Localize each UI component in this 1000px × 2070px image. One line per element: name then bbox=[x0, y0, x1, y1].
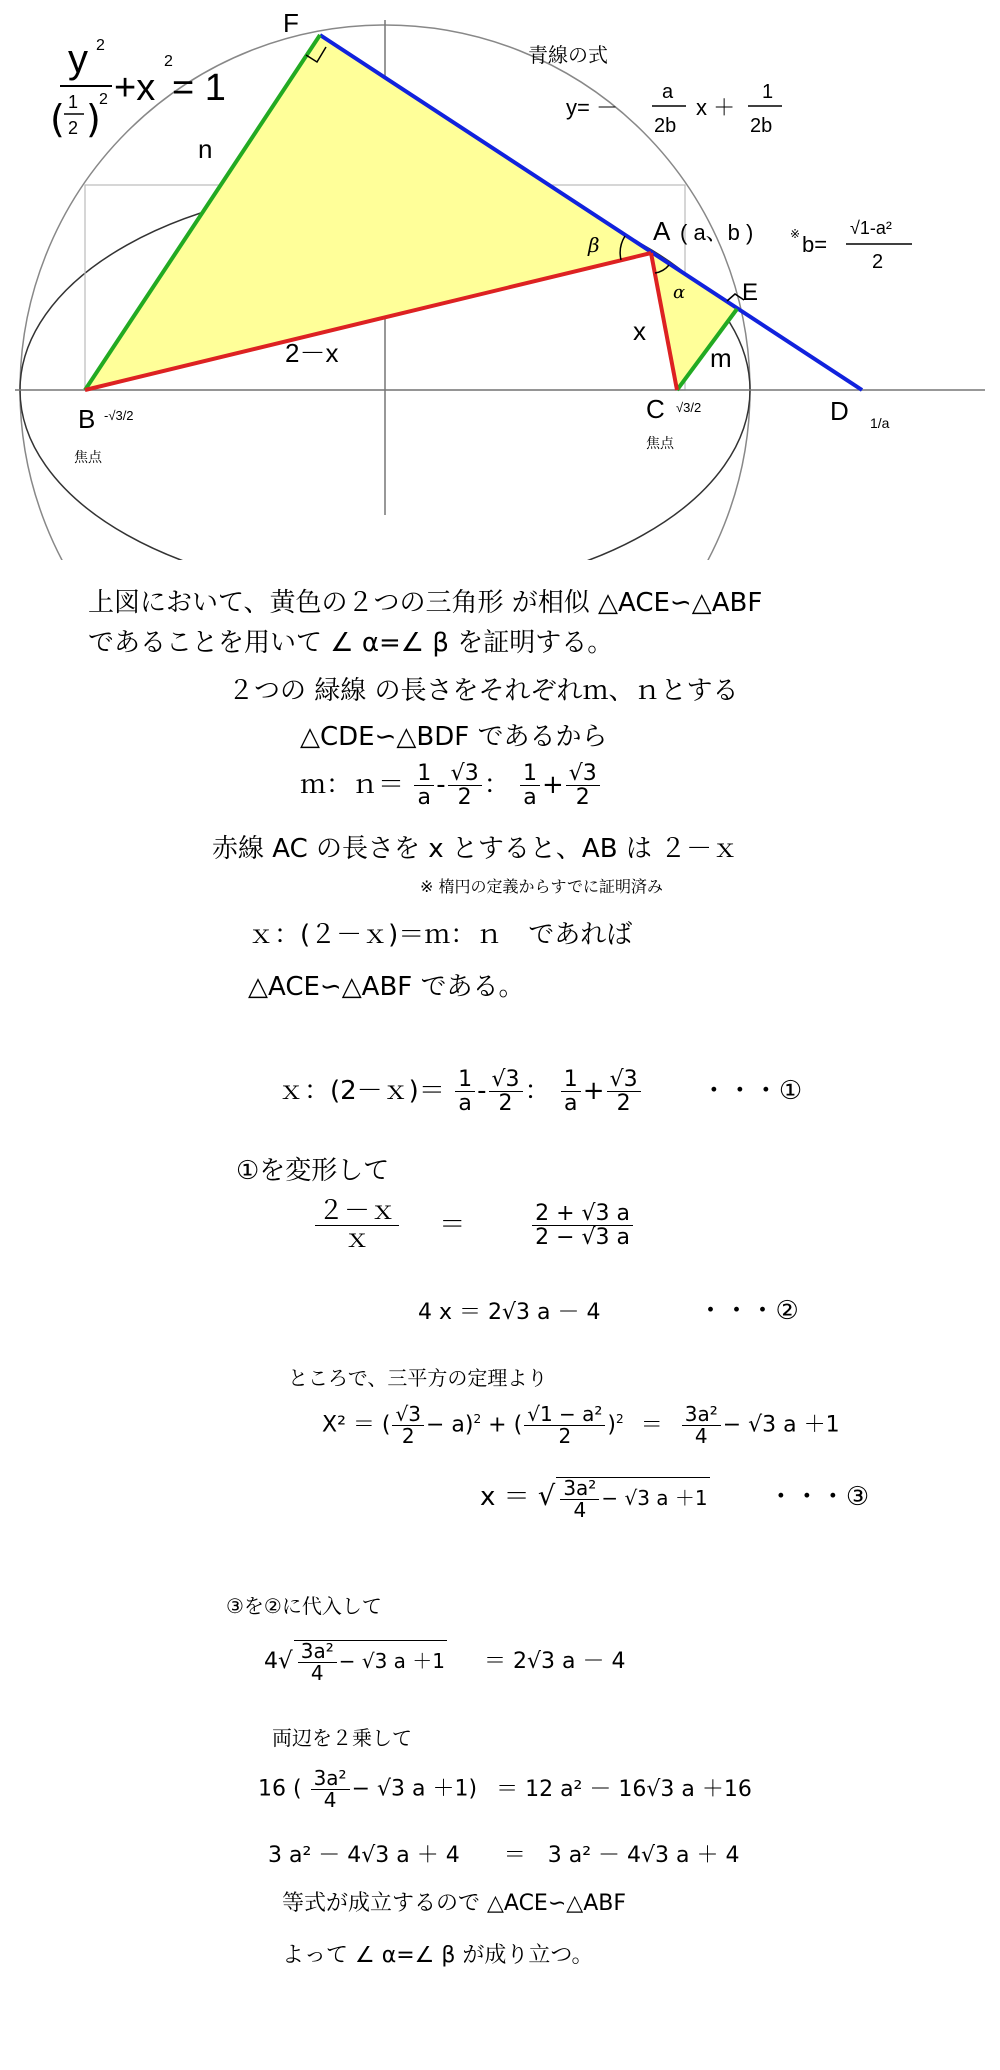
proof-line-15: X² ＝ ( $\frac{√3}{2}$ − a)$^2$ + ( $\frac{\text{√1 − a²}}{2}$ )$^2$ ＝ $\frac{\text{3a²}}{4}$ − √3 a ＋1 bbox=[322, 1402, 840, 1448]
label-x: x bbox=[633, 316, 646, 346]
blue-line-title: 青線の式 bbox=[528, 43, 608, 67]
label-d: D bbox=[830, 396, 849, 426]
blue-line-y-eq: y= － bbox=[566, 95, 618, 120]
blue-line-d2: 2b bbox=[750, 115, 773, 137]
ellipse-eq-half-num: 1 bbox=[68, 92, 79, 112]
proof-line-22: 等式が成立するので △ACE∽△ABF bbox=[282, 1891, 626, 1916]
ellipse-eq-den-sq: 2 bbox=[99, 91, 108, 108]
frac-1-over-a: $\frac{1}{a}$ bbox=[414, 762, 434, 809]
frac-3a2-over-4-3: $\frac{\text{3a²}}{4}$ bbox=[298, 1641, 337, 1684]
ellipse-eq-x-sq: 2 bbox=[164, 53, 173, 70]
proof-line-12: $\frac{\text{２－ｘ}}{\text{ｘ}}$ ＝ $\frac{2 + √3 a}{2 - √3 a}$ bbox=[305, 1198, 670, 1254]
proof-line-14: ところで、三平方の定理より bbox=[288, 1366, 548, 1390]
blue-line-n1: a bbox=[662, 81, 674, 103]
b-note-eq: b= bbox=[802, 232, 828, 257]
frac-1-over-a-4: $\frac{1}{a}$ bbox=[561, 1068, 581, 1115]
proof-line-1: 上図において、黄色の２つの三角形 が相似 △ACE∽△ABF bbox=[88, 588, 763, 618]
geometry-figure bbox=[0, 0, 1000, 560]
eq-mark-3: ・・・③ bbox=[767, 1482, 870, 1512]
proof-line-2: であることを用いて ∠ α=∠ β を証明する。 bbox=[88, 628, 614, 658]
proof-line-10: ｘ：(2－ｘ)＝ $\frac{1}{a}$ - $\frac{√3}{2}$ ： $\frac{1}{a}$ + $\frac{√3}{2}$ ・・・① bbox=[278, 1067, 803, 1117]
frac-1-over-a-3: $\frac{1}{a}$ bbox=[455, 1068, 475, 1115]
ellipse-eq-y-sq: 2 bbox=[96, 37, 105, 54]
proof-line-19: 両辺を２乗して bbox=[272, 1726, 412, 1750]
label-c-coord: √3/2 bbox=[676, 400, 702, 415]
label-c-focus: 焦点 bbox=[646, 436, 674, 452]
frac-1-over-a-2: $\frac{1}{a}$ bbox=[520, 762, 540, 809]
frac-rhs: $\frac{2 + √3 a}{2 - √3 a}$ bbox=[498, 1202, 668, 1249]
frac-r3-over-2-3: $\frac{√3}{2}$ bbox=[489, 1068, 523, 1115]
label-b-focus: 焦点 bbox=[74, 450, 102, 466]
label-b: B bbox=[78, 404, 96, 434]
blue-line-n2: 1 bbox=[762, 81, 774, 103]
b-note-den: 2 bbox=[872, 251, 884, 273]
frac-r3-over-2-5: $\frac{√3}{2}$ bbox=[392, 1404, 423, 1447]
label-m: m bbox=[710, 343, 732, 373]
proof-line-8: ｘ：(２－ｘ)＝ｍ：ｎ であれば bbox=[248, 920, 633, 950]
frac-r3-over-2-4: $\frac{√3}{2}$ bbox=[607, 1068, 641, 1115]
frac-r3-over-2-2: $\frac{√3}{2}$ bbox=[566, 762, 600, 809]
proof-line-17: ③を②に代入して bbox=[226, 1594, 382, 1618]
label-beta: β bbox=[588, 233, 600, 257]
proof-line-4: △CDE∽△BDF であるから bbox=[300, 722, 608, 752]
label-2-minus-x: 2－x bbox=[285, 338, 339, 368]
blue-line-x-plus: x ＋ bbox=[696, 95, 736, 120]
frac-3a2-over-4: $\frac{\text{3a²}}{4}$ bbox=[682, 1404, 721, 1447]
frac-2mx-over-x: $\frac{\text{２－ｘ}}{\text{ｘ}}$ bbox=[307, 1198, 407, 1254]
label-a: A bbox=[653, 216, 671, 246]
frac-sqrt1a2-over-2: $\frac{\text{√1 − a²}}{2}$ bbox=[524, 1404, 605, 1447]
proof-line-20: 16 ( $\frac{\text{3a²}}{4}$ − √3 a ＋1) ＝ 12 a² － 16√3 a ＋16 bbox=[258, 1766, 752, 1812]
label-d-coord: 1/a bbox=[870, 415, 890, 431]
ellipse-eq-half-den: 2 bbox=[68, 118, 79, 138]
ellipse-eq-paren-l: ( bbox=[50, 97, 65, 141]
label-b-coord: -√3/2 bbox=[104, 408, 134, 423]
label-e: E bbox=[742, 279, 759, 306]
proof-line-9: △ACE∽△ABF である。 bbox=[248, 972, 525, 1002]
proof-line-7: ※ 楕円の定義からすでに証明済み bbox=[420, 877, 663, 896]
b-note-num: √1-a² bbox=[850, 218, 892, 238]
label-alpha: α bbox=[673, 282, 686, 303]
ellipse-eq-plus-x: +x bbox=[114, 67, 156, 109]
label-c: C bbox=[646, 394, 665, 424]
eq-mark-1: ・・・① bbox=[700, 1076, 803, 1107]
proof-line-18: 4√ $\frac{\text{3a²}}{4}$ − √3 a ＋1 ＝ 2√3 a － 4 bbox=[264, 1639, 626, 1685]
proof-line-11: ①を変形して bbox=[236, 1156, 390, 1186]
ellipse-eq-y: y bbox=[68, 37, 88, 81]
proof-line-13: 4 x ＝ 2√3 a － 4 ・・・② bbox=[418, 1296, 799, 1326]
label-n: n bbox=[198, 134, 213, 164]
ellipse-eq-paren-r: ) bbox=[86, 97, 101, 141]
proof-line-16: x ＝ √ $\frac{\text{3a²}}{4}$ − √3 a ＋1 ・・・③ bbox=[480, 1476, 870, 1522]
eq-mark-2: ・・・② bbox=[697, 1296, 799, 1326]
proof-line-6: 赤線 AC の長さを x とすると、AB は ２－ｘ bbox=[212, 834, 739, 864]
label-f: F bbox=[283, 8, 299, 38]
frac-3a2-over-4-2: $\frac{\text{3a²}}{4}$ bbox=[560, 1478, 599, 1521]
proof-line-3: ２つの 緑線 の長さをそれぞれｍ、ｎとする bbox=[228, 676, 739, 706]
frac-r3-over-2: $\frac{√3}{2}$ bbox=[448, 762, 482, 809]
label-a-coord: ( a、b ) bbox=[680, 220, 754, 245]
proof-line-21: 3 a² － 4√3 a ＋ 4 ＝ 3 a² － 4√3 a ＋ 4 bbox=[268, 1843, 740, 1868]
ellipse-eq-equals-one: = 1 bbox=[172, 67, 226, 109]
triangle-abf bbox=[85, 35, 651, 390]
proof-line-5: ｍ：ｎ＝ $\frac{1}{a}$ - $\frac{√3}{2}$ ： $\frac{1}{a}$ + $\frac{√3}{2}$ bbox=[300, 762, 602, 809]
blue-line-d1: 2b bbox=[654, 115, 677, 137]
proof-line-23: よって ∠ α=∠ β が成り立つ。 bbox=[282, 1943, 594, 1968]
mn-lhs: ｍ：ｎ＝ bbox=[300, 770, 405, 801]
frac-3a2-over-4-4: $\frac{\text{3a²}}{4}$ bbox=[311, 1768, 350, 1811]
b-note-mark: ※ bbox=[790, 227, 801, 241]
